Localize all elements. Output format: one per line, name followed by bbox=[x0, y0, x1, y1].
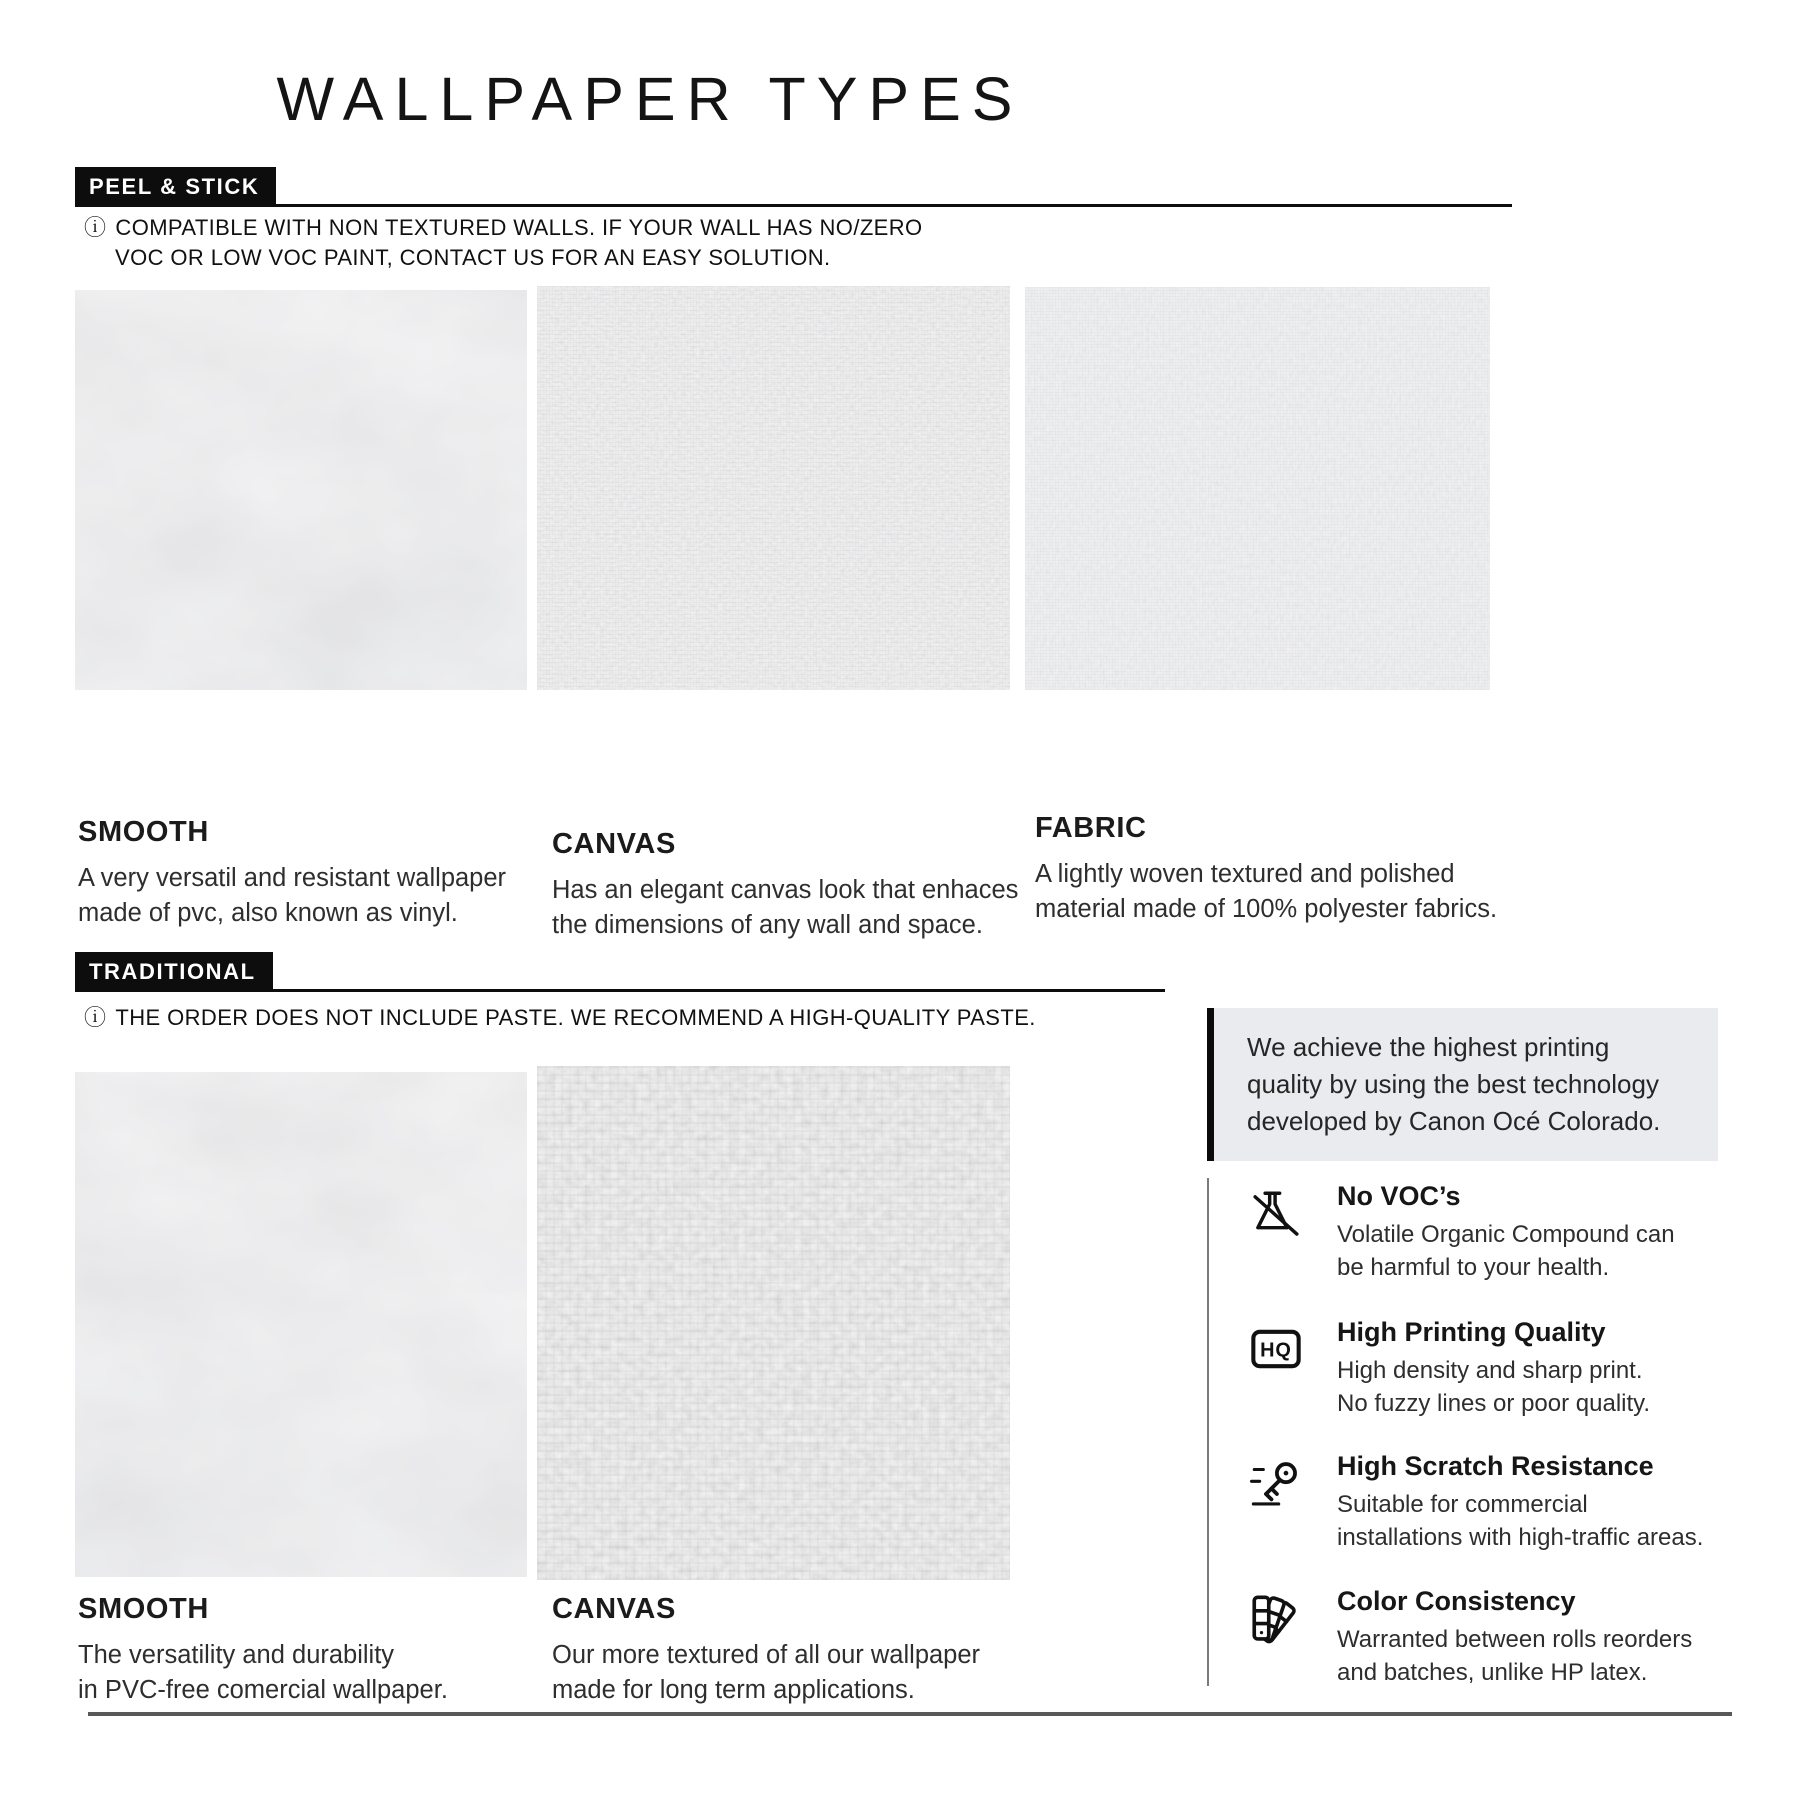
swatch-peel-fabric bbox=[1025, 287, 1490, 690]
callout-line: quality by using the best technology bbox=[1247, 1069, 1659, 1099]
peel-note-line2: VOC OR LOW VOC PAINT, CONTACT US FOR AN EASY SOLUTION. bbox=[115, 245, 831, 270]
section-header-peel-stick bbox=[75, 167, 1512, 207]
info-icon: ⓘ bbox=[84, 1005, 107, 1030]
swatch-desc-line: material made of 100% polyester fabrics. bbox=[1035, 895, 1498, 923]
label-traditional-canvas bbox=[552, 1593, 980, 1708]
swatch-desc-line: A very versatil and resistant wallpaper bbox=[78, 864, 507, 892]
swatch-desc-line: Has an elegant canvas look that enhaces bbox=[552, 876, 1019, 904]
swatch-desc-line: A lightly woven textured and polished bbox=[1035, 860, 1455, 888]
section-rule-peel-stick bbox=[276, 204, 1512, 207]
peel-note-line1: COMPATIBLE WITH NON TEXTURED WALLS. IF YOUR WALL HAS NO/ZERO bbox=[115, 215, 923, 240]
feature-list-divider bbox=[1207, 1178, 1209, 1686]
swatch-title: SMOOTH bbox=[78, 816, 209, 848]
burlap-texture-image bbox=[537, 1066, 1010, 1580]
feature-high-scratch-resistance bbox=[1337, 1450, 1777, 1554]
swatch-traditional-smooth bbox=[75, 1072, 527, 1577]
swatch-title: SMOOTH bbox=[78, 1593, 209, 1625]
swatch-title: FABRIC bbox=[1035, 812, 1147, 844]
smooth-texture-image bbox=[75, 290, 527, 690]
bottom-divider bbox=[88, 1712, 1732, 1716]
smooth-texture-image bbox=[75, 1072, 527, 1577]
feature-desc-line: Warranted between rolls reorders bbox=[1337, 1626, 1693, 1653]
feature-desc-line: High density and sharp print. bbox=[1337, 1357, 1643, 1384]
hq-icon bbox=[1247, 1320, 1305, 1378]
printing-quality-callout bbox=[1207, 1008, 1718, 1161]
svg-text:HQ: HQ bbox=[1260, 1339, 1292, 1362]
callout-line: developed by Canon Océ Colorado. bbox=[1247, 1106, 1661, 1136]
callout-line: We achieve the highest printing bbox=[1247, 1032, 1610, 1062]
feature-desc-line: be harmful to your health. bbox=[1337, 1254, 1610, 1281]
swatch-peel-canvas bbox=[537, 286, 1010, 690]
swatch-peel-smooth bbox=[75, 290, 527, 690]
scratch-resistance-key-icon bbox=[1247, 1455, 1305, 1513]
feature-desc-line: Volatile Organic Compound can bbox=[1337, 1221, 1675, 1248]
fabric-texture-image bbox=[1025, 287, 1490, 690]
page-title: WALLPAPER TYPES bbox=[276, 65, 1024, 133]
swatch-traditional-canvas bbox=[537, 1066, 1010, 1580]
feature-title: No VOC’s bbox=[1337, 1181, 1461, 1211]
section-label-peel-stick: PEEL & STICK bbox=[75, 167, 276, 207]
peel-stick-note bbox=[84, 213, 923, 273]
label-peel-smooth bbox=[78, 816, 506, 931]
feature-desc-line: Suitable for commercial bbox=[1337, 1491, 1588, 1518]
swatch-desc-line: The versatility and durability bbox=[78, 1641, 395, 1669]
swatch-desc-line: in PVC-free comercial wallpaper. bbox=[78, 1676, 448, 1704]
canvas-texture-image bbox=[537, 286, 1010, 690]
swatch-title: CANVAS bbox=[552, 1593, 676, 1625]
swatch-desc-line: made of pvc, also known as vinyl. bbox=[78, 899, 458, 927]
feature-desc-line: and batches, unlike HP latex. bbox=[1337, 1659, 1648, 1686]
feature-title: High Scratch Resistance bbox=[1337, 1451, 1654, 1481]
feature-desc-line: No fuzzy lines or poor quality. bbox=[1337, 1390, 1651, 1417]
feature-high-printing-quality bbox=[1337, 1316, 1777, 1420]
feature-title: High Printing Quality bbox=[1337, 1317, 1606, 1347]
swatch-desc-line: made for long term applications. bbox=[552, 1676, 915, 1704]
color-swatches-icon bbox=[1247, 1590, 1305, 1648]
label-traditional-smooth bbox=[78, 1593, 448, 1708]
swatch-desc-line: the dimensions of any wall and space. bbox=[552, 911, 983, 939]
section-rule-traditional bbox=[273, 989, 1165, 992]
section-label-traditional: TRADITIONAL bbox=[75, 952, 273, 992]
feature-desc-line: installations with high-traffic areas. bbox=[1337, 1524, 1704, 1551]
feature-title: Color Consistency bbox=[1337, 1586, 1576, 1616]
traditional-note-line: THE ORDER DOES NOT INCLUDE PASTE. WE RECOMMEND A HIGH-QUALITY PASTE. bbox=[115, 1005, 1036, 1030]
swatch-title: CANVAS bbox=[552, 828, 676, 860]
traditional-note bbox=[84, 1003, 1036, 1033]
feature-no-vocs bbox=[1337, 1180, 1777, 1284]
info-icon: ⓘ bbox=[84, 215, 107, 240]
label-peel-fabric bbox=[1035, 812, 1497, 927]
no-voc-icon bbox=[1247, 1186, 1305, 1244]
section-header-traditional bbox=[75, 952, 1165, 992]
feature-color-consistency bbox=[1337, 1585, 1777, 1689]
label-peel-canvas bbox=[552, 828, 1018, 943]
swatch-desc-line: Our more textured of all our wallpaper bbox=[552, 1641, 981, 1669]
